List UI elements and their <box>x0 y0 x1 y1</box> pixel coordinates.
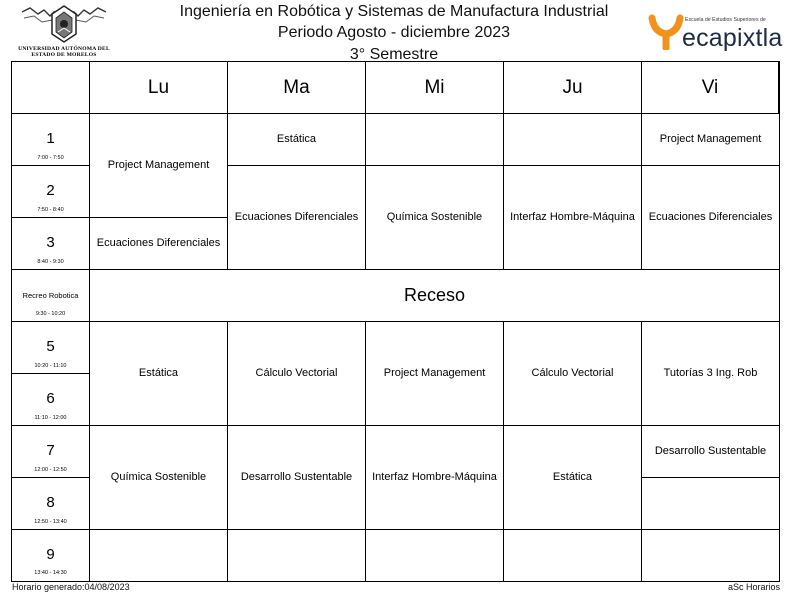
period-number: 9 <box>46 546 55 563</box>
day-header-ju: Ju <box>504 62 642 114</box>
class-cell: Cálculo Vectorial <box>504 322 642 426</box>
class-cell: Tutorías 3 Ing. Rob <box>642 322 779 426</box>
day-header-lu: Lu <box>90 62 228 114</box>
empty-cell <box>642 478 779 530</box>
period-number: 2 <box>46 182 55 199</box>
class-cell: Ecuaciones Diferenciales <box>642 166 779 270</box>
period-2 <box>12 166 90 218</box>
empty-cell <box>366 530 504 581</box>
period-number: 1 <box>46 130 55 147</box>
recess-label: Recreo Robotica <box>22 291 79 300</box>
class-cell: Cálculo Vectorial <box>228 322 366 426</box>
period-time: 13:40 - 14:30 <box>34 570 67 576</box>
class-cell: Interfaz Hombre-Máquina <box>504 166 642 270</box>
period-time: 12:00 - 12:50 <box>34 467 67 473</box>
empty-cell <box>90 530 228 581</box>
class-cell: Desarrollo Sustentable <box>228 426 366 530</box>
school-tagline: Escuela de Estudios Superiores de <box>685 17 766 23</box>
school-name: ecapixtla <box>682 24 783 52</box>
period-number: 3 <box>46 234 55 251</box>
class-cell: Estática <box>228 114 366 166</box>
university-name-line2: ESTADO DE MORELOS <box>31 52 97 58</box>
empty-cell <box>228 530 366 581</box>
class-cell: Project Management <box>642 114 779 166</box>
empty-cell <box>642 530 779 581</box>
class-cell: Química Sostenible <box>366 166 504 270</box>
university-name-line1: UNIVERSIDAD AUTÓNOMA DEL <box>18 46 110 52</box>
class-cell: Estática <box>90 322 228 426</box>
period-1 <box>12 114 90 166</box>
period-time: 7:00 - 7:50 <box>37 155 64 161</box>
recess-cell: Receso <box>90 270 779 322</box>
period-7 <box>12 426 90 478</box>
period-number: 7 <box>46 442 55 459</box>
class-cell: Ecuaciones Diferenciales <box>228 166 366 270</box>
day-header-mi: Mi <box>366 62 504 114</box>
corner-cell <box>12 62 90 114</box>
period-time: 10:20 - 11:10 <box>34 363 67 369</box>
day-header-ma: Ma <box>228 62 366 114</box>
period-5 <box>12 322 90 374</box>
semester-title: 3° Semestre <box>349 46 439 63</box>
ecapixtla-y-icon <box>648 14 684 50</box>
period-time: 11:10 - 12:00 <box>34 415 67 421</box>
class-cell: Interfaz Hombre-Máquina <box>366 426 504 530</box>
class-cell: Desarrollo Sustentable <box>642 426 779 478</box>
empty-cell <box>504 530 642 581</box>
period-8 <box>12 478 90 530</box>
period-time: 7:50 - 8:40 <box>37 207 64 213</box>
period-number: 8 <box>46 494 55 511</box>
period-number: 6 <box>46 390 55 407</box>
class-cell: Ecuaciones Diferenciales <box>90 218 228 270</box>
software-credit: aSc Horarios <box>727 582 780 592</box>
class-cell: Química Sostenible <box>90 426 228 530</box>
program-title: Ingeniería en Robótica y Sistemas de Manufactura Industrial <box>179 3 609 20</box>
empty-cell <box>366 114 504 166</box>
generated-date: Horario generado:04/08/2023 <box>12 582 130 592</box>
period-time: 8:40 - 9:30 <box>37 259 64 265</box>
period-6 <box>12 374 90 426</box>
ecapixtla-logo <box>648 12 784 52</box>
day-header-vi: Vi <box>642 62 779 114</box>
university-crest-icon <box>20 4 108 44</box>
period-3 <box>12 218 90 270</box>
class-cell: Project Management <box>366 322 504 426</box>
period-title: Periodo Agosto - diciembre 2023 <box>277 24 511 41</box>
timetable-grid <box>11 61 780 582</box>
period-9 <box>12 530 90 581</box>
period-recess <box>12 270 90 322</box>
period-number: 5 <box>46 338 55 355</box>
class-cell: Project Management <box>90 114 228 218</box>
empty-cell <box>504 114 642 166</box>
class-cell: Estática <box>504 426 642 530</box>
period-time: 12:50 - 13:40 <box>34 519 67 525</box>
period-time: 9:30 - 10:20 <box>35 311 66 317</box>
uaem-logo <box>14 4 114 60</box>
